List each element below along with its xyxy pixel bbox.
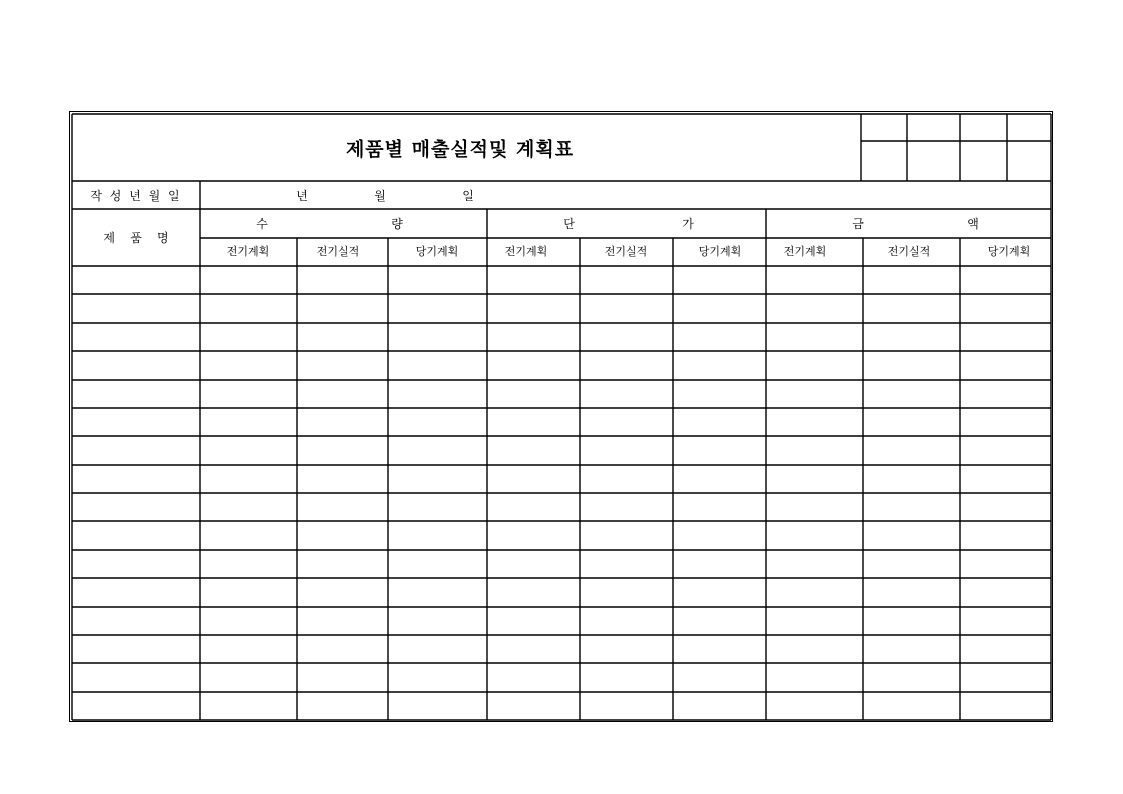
sub-header-price-prev-plan: 전기계획 [504, 245, 548, 258]
value-cell[interactable] [487, 408, 580, 436]
product-name-header: 제 품 명 [103, 231, 169, 245]
value-cell[interactable] [388, 521, 487, 550]
value-cell[interactable] [487, 294, 580, 323]
value-cell[interactable] [487, 380, 580, 408]
value-cell[interactable] [388, 493, 487, 521]
value-cell[interactable] [200, 408, 297, 436]
value-cell[interactable] [580, 692, 673, 720]
table-row [72, 351, 1051, 380]
value-cell[interactable] [673, 663, 766, 692]
table-row [72, 465, 1051, 493]
form-title: 제품별 매출실적및 계획표 [345, 138, 575, 161]
value-cell[interactable] [487, 550, 580, 578]
table-row [72, 578, 1051, 607]
value-cell[interactable] [673, 436, 766, 465]
value-cell[interactable] [766, 436, 863, 465]
value-cell[interactable] [487, 578, 580, 607]
value-cell[interactable] [766, 294, 863, 323]
value-cell[interactable] [863, 380, 960, 408]
value-cell[interactable] [388, 436, 487, 465]
value-cell[interactable] [580, 408, 673, 436]
value-cell[interactable] [863, 351, 960, 380]
value-cell[interactable] [388, 323, 487, 351]
value-cell[interactable] [297, 436, 388, 465]
value-cell[interactable] [766, 692, 863, 720]
table-row [72, 436, 1051, 465]
value-cell[interactable] [960, 635, 1051, 663]
value-cell[interactable] [673, 550, 766, 578]
table-row [72, 266, 1051, 294]
value-cell[interactable] [388, 408, 487, 436]
value-cell[interactable] [487, 692, 580, 720]
value-cell[interactable] [863, 635, 960, 663]
quantity-header-left: 수 [256, 217, 268, 231]
value-cell[interactable] [487, 663, 580, 692]
value-cell[interactable] [863, 493, 960, 521]
value-cell[interactable] [766, 380, 863, 408]
value-cell[interactable] [673, 692, 766, 720]
product-name-cell[interactable] [72, 351, 200, 380]
value-cell[interactable] [960, 465, 1051, 493]
value-cell[interactable] [297, 607, 388, 635]
value-cell[interactable] [766, 607, 863, 635]
value-cell[interactable] [673, 635, 766, 663]
date-year[interactable]: 년 [296, 189, 308, 203]
value-cell[interactable] [297, 294, 388, 323]
value-cell[interactable] [863, 408, 960, 436]
value-cell[interactable] [580, 550, 673, 578]
sub-header-price-prev-actual: 전기실적 [604, 245, 648, 258]
value-cell[interactable] [863, 607, 960, 635]
value-cell[interactable] [200, 493, 297, 521]
value-cell[interactable] [766, 266, 863, 294]
value-cell[interactable] [297, 692, 388, 720]
product-name-cell[interactable] [72, 607, 200, 635]
value-cell[interactable] [863, 436, 960, 465]
value-cell[interactable] [960, 294, 1051, 323]
table-row [72, 408, 1051, 436]
value-cell[interactable] [960, 266, 1051, 294]
value-cell[interactable] [487, 607, 580, 635]
sub-header-quantity-prev-actual: 전기실적 [316, 245, 360, 258]
sub-header-amount-curr-plan: 당기계획 [987, 245, 1031, 258]
value-cell[interactable] [200, 607, 297, 635]
value-cell[interactable] [200, 351, 297, 380]
value-cell[interactable] [580, 493, 673, 521]
table-row [72, 635, 1051, 663]
table-row [72, 380, 1051, 408]
value-cell[interactable] [863, 465, 960, 493]
value-cell[interactable] [766, 578, 863, 607]
value-cell[interactable] [580, 521, 673, 550]
value-cell[interactable] [766, 408, 863, 436]
value-cell[interactable] [580, 578, 673, 607]
value-cell[interactable] [960, 436, 1051, 465]
value-cell[interactable] [200, 266, 297, 294]
amount-header-left: 금 [852, 217, 864, 231]
value-cell[interactable] [580, 266, 673, 294]
value-cell[interactable] [200, 465, 297, 493]
value-cell[interactable] [960, 663, 1051, 692]
product-name-cell[interactable] [72, 465, 200, 493]
value-cell[interactable] [960, 607, 1051, 635]
product-name-cell[interactable] [72, 266, 200, 294]
table-row [72, 323, 1051, 351]
value-cell[interactable] [487, 436, 580, 465]
value-cell[interactable] [200, 380, 297, 408]
value-cell[interactable] [200, 294, 297, 323]
table-row [72, 550, 1051, 578]
value-cell[interactable] [580, 635, 673, 663]
product-name-cell[interactable] [72, 692, 200, 720]
table-row [72, 692, 1051, 720]
value-cell[interactable] [297, 266, 388, 294]
table-row [72, 521, 1051, 550]
value-cell[interactable] [673, 521, 766, 550]
value-cell[interactable] [673, 323, 766, 351]
value-cell[interactable] [673, 493, 766, 521]
value-cell[interactable] [200, 578, 297, 607]
value-cell[interactable] [960, 578, 1051, 607]
value-cell[interactable] [863, 323, 960, 351]
value-cell[interactable] [487, 465, 580, 493]
value-cell[interactable] [200, 550, 297, 578]
value-cell[interactable] [863, 294, 960, 323]
product-name-cell[interactable] [72, 521, 200, 550]
value-cell[interactable] [863, 692, 960, 720]
value-cell[interactable] [297, 521, 388, 550]
value-cell[interactable] [960, 521, 1051, 550]
value-cell[interactable] [297, 351, 388, 380]
value-cell[interactable] [766, 465, 863, 493]
product-name-cell[interactable] [72, 408, 200, 436]
value-cell[interactable] [766, 323, 863, 351]
value-cell[interactable] [200, 323, 297, 351]
product-name-cell[interactable] [72, 663, 200, 692]
value-cell[interactable] [673, 266, 766, 294]
value-cell[interactable] [388, 380, 487, 408]
value-cell[interactable] [487, 266, 580, 294]
value-cell[interactable] [388, 635, 487, 663]
value-cell[interactable] [297, 493, 388, 521]
sub-header-quantity-prev-plan: 전기계획 [226, 245, 270, 258]
value-cell[interactable] [960, 351, 1051, 380]
value-cell[interactable] [960, 692, 1051, 720]
value-cell[interactable] [487, 493, 580, 521]
value-cell[interactable] [200, 692, 297, 720]
value-cell[interactable] [388, 550, 487, 578]
value-cell[interactable] [766, 521, 863, 550]
value-cell[interactable] [388, 607, 487, 635]
value-cell[interactable] [766, 493, 863, 521]
product-name-cell[interactable] [72, 323, 200, 351]
value-cell[interactable] [580, 436, 673, 465]
value-cell[interactable] [580, 465, 673, 493]
value-cell[interactable] [766, 663, 863, 692]
value-cell[interactable] [580, 294, 673, 323]
value-cell[interactable] [388, 578, 487, 607]
value-cell[interactable] [297, 380, 388, 408]
value-cell[interactable] [297, 663, 388, 692]
value-cell[interactable] [297, 465, 388, 493]
value-cell[interactable] [863, 266, 960, 294]
product-name-cell[interactable] [72, 493, 200, 521]
value-cell[interactable] [673, 607, 766, 635]
date-day[interactable]: 일 [462, 189, 474, 203]
value-cell[interactable] [388, 692, 487, 720]
value-cell[interactable] [487, 351, 580, 380]
table-row [72, 493, 1051, 521]
value-cell[interactable] [863, 578, 960, 607]
value-cell[interactable] [200, 521, 297, 550]
value-cell[interactable] [580, 380, 673, 408]
value-cell[interactable] [297, 578, 388, 607]
value-cell[interactable] [487, 635, 580, 663]
value-cell[interactable] [580, 663, 673, 692]
value-cell[interactable] [200, 436, 297, 465]
sub-header-amount-prev-actual: 전기실적 [887, 245, 931, 258]
value-cell[interactable] [766, 351, 863, 380]
product-name-cell[interactable] [72, 436, 200, 465]
value-cell[interactable] [388, 465, 487, 493]
value-cell[interactable] [388, 351, 487, 380]
date-label: 작 성 년 월 일 [90, 189, 182, 203]
date-month[interactable]: 월 [374, 189, 386, 203]
value-cell[interactable] [388, 294, 487, 323]
product-name-cell[interactable] [72, 294, 200, 323]
value-cell[interactable] [960, 323, 1051, 351]
approval-box[interactable] [863, 115, 1049, 179]
value-cell[interactable] [297, 408, 388, 436]
value-cell[interactable] [766, 635, 863, 663]
sub-header-quantity-curr-plan: 당기계획 [415, 245, 459, 258]
value-cell[interactable] [673, 408, 766, 436]
value-cell[interactable] [863, 521, 960, 550]
unit-price-header-left: 단 [563, 217, 575, 231]
unit-price-header-right: 가 [682, 217, 694, 231]
product-name-cell[interactable] [72, 380, 200, 408]
value-cell[interactable] [863, 663, 960, 692]
product-name-cell[interactable] [72, 635, 200, 663]
table-row [72, 663, 1051, 692]
amount-header-right: 액 [967, 217, 979, 231]
sub-header-amount-prev-plan: 전기계획 [783, 245, 827, 258]
quantity-header-right: 량 [391, 217, 403, 231]
value-cell[interactable] [960, 380, 1051, 408]
value-cell[interactable] [297, 635, 388, 663]
value-cell[interactable] [960, 408, 1051, 436]
value-cell[interactable] [200, 635, 297, 663]
table-row [72, 607, 1051, 635]
table-row [72, 294, 1051, 323]
value-cell[interactable] [673, 465, 766, 493]
value-cell[interactable] [673, 294, 766, 323]
value-cell[interactable] [580, 323, 673, 351]
value-cell[interactable] [863, 550, 960, 578]
value-cell[interactable] [297, 550, 388, 578]
value-cell[interactable] [960, 550, 1051, 578]
value-cell[interactable] [766, 550, 863, 578]
product-name-cell[interactable] [72, 578, 200, 607]
value-cell[interactable] [580, 607, 673, 635]
value-cell[interactable] [487, 323, 580, 351]
value-cell[interactable] [673, 351, 766, 380]
value-cell[interactable] [200, 663, 297, 692]
value-cell[interactable] [580, 351, 673, 380]
value-cell[interactable] [960, 493, 1051, 521]
value-cell[interactable] [673, 380, 766, 408]
sub-header-price-curr-plan: 당기계획 [698, 245, 742, 258]
value-cell[interactable] [388, 663, 487, 692]
product-name-cell[interactable] [72, 550, 200, 578]
value-cell[interactable] [297, 323, 388, 351]
value-cell[interactable] [388, 266, 487, 294]
value-cell[interactable] [673, 578, 766, 607]
value-cell[interactable] [487, 521, 580, 550]
